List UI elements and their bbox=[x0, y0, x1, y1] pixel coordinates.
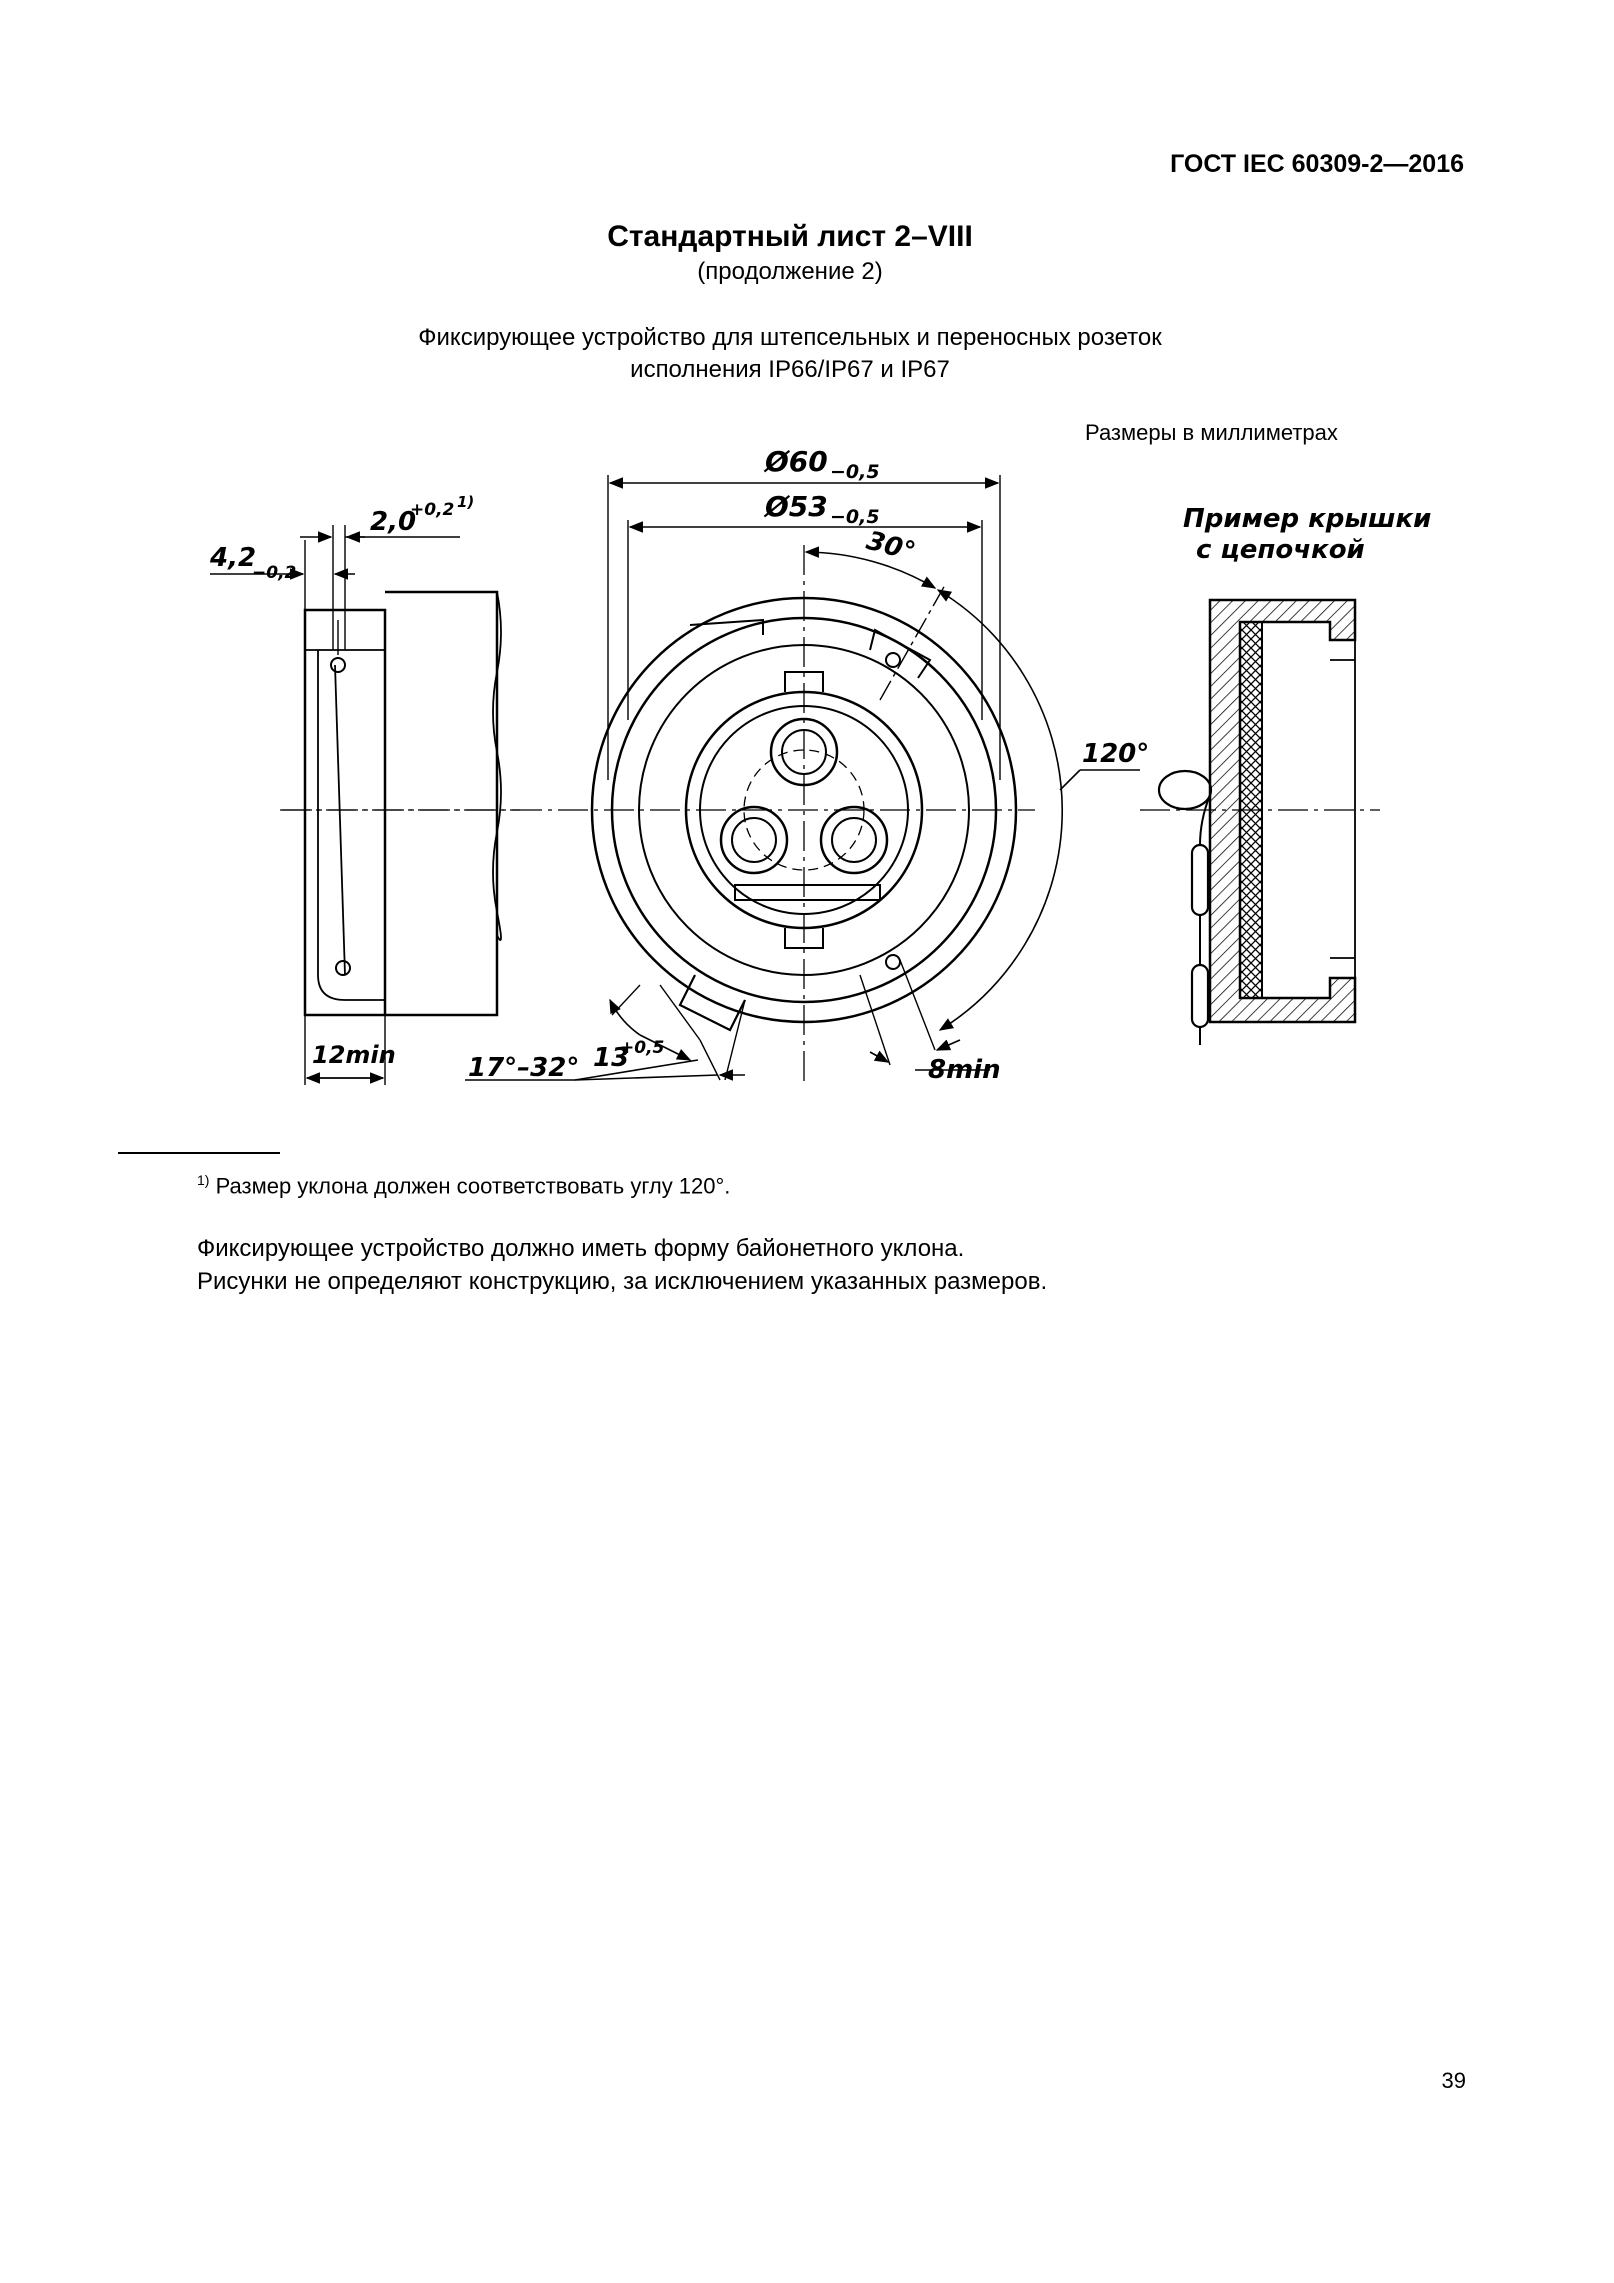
footnote-separator bbox=[118, 1152, 280, 1154]
sheet-subtitle: (продолжение 2) bbox=[697, 258, 883, 285]
side-view-pin-bottom bbox=[336, 961, 350, 975]
side-view-body bbox=[385, 592, 497, 1015]
chain-ring bbox=[1159, 771, 1211, 809]
dim-17-32-label: 17°–32° bbox=[468, 1053, 580, 1083]
footnote-text: Размер уклона должен соответствовать углу 120°. bbox=[215, 1173, 731, 1199]
dim-13-label: 13 bbox=[593, 1043, 630, 1073]
dim-120-label: 120° bbox=[1082, 739, 1150, 769]
dim-phi60-tolerance: −0,5 bbox=[830, 461, 880, 483]
side-view-pin-top bbox=[331, 658, 345, 672]
dim-phi60-label: Ø60 bbox=[765, 445, 828, 478]
description-line-2: исполнения IP66/IP67 и IP67 bbox=[630, 356, 950, 383]
dim-phi53-label: Ø53 bbox=[765, 490, 828, 523]
locator-bottom bbox=[886, 955, 900, 969]
pin-left-inner bbox=[732, 818, 776, 862]
bayonet-groove bbox=[318, 650, 385, 1000]
footnote-marker: 1) bbox=[197, 1172, 210, 1188]
cover-section bbox=[1140, 600, 1380, 1045]
note-line-2: Рисунки не определяют конструкцию, за исключением указанных размеров. bbox=[197, 1268, 1048, 1295]
dim-phi53-tolerance: −0,5 bbox=[830, 506, 880, 528]
dim-2-0-footnote-ref: 1) bbox=[457, 493, 475, 511]
pin-left-outer bbox=[721, 807, 787, 873]
dim-12min-label: 12min bbox=[312, 1041, 396, 1069]
description-line-1: Фиксирующее устройство для штепсельных и переносных розеток bbox=[418, 324, 1162, 351]
pin-right-inner bbox=[832, 818, 876, 862]
cover-caption-line-2: с цепочкой bbox=[1196, 535, 1365, 565]
dim-2-0-label: 2,0 bbox=[370, 507, 417, 537]
footnote bbox=[197, 1172, 730, 1199]
units-note: Размеры в миллиметрах bbox=[1085, 420, 1338, 445]
standard-header: ГОСТ IEC 60309-2—2016 bbox=[1170, 150, 1464, 178]
locator-top bbox=[886, 653, 900, 667]
dim-8min-label: 8min bbox=[928, 1055, 1001, 1085]
cover-caption-line-1: Пример крышки bbox=[1183, 504, 1432, 534]
sheet-title: Стандартный лист 2–VIII bbox=[607, 220, 973, 253]
pin-right-outer bbox=[821, 807, 887, 873]
dim-4-2-tolerance: −0,2 bbox=[252, 563, 297, 583]
dim-13-tolerance: +0,5 bbox=[620, 1038, 665, 1058]
page-number: 39 bbox=[1441, 2068, 1466, 2093]
notes bbox=[197, 1232, 1047, 1298]
front-view bbox=[282, 475, 1140, 1085]
chain-link-2 bbox=[1192, 965, 1208, 1027]
side-view bbox=[210, 525, 520, 1085]
note-line-1: Фиксирующее устройство должно иметь форму байонетного уклона. bbox=[197, 1235, 965, 1262]
dim-4-2-label: 4,2 bbox=[210, 543, 257, 573]
chain-link-1 bbox=[1192, 845, 1208, 915]
bayonet-notch-top-right bbox=[870, 630, 930, 678]
dim-2-0-tolerance: +0,2 bbox=[410, 500, 455, 520]
dim-30-label: 30° bbox=[863, 525, 919, 568]
